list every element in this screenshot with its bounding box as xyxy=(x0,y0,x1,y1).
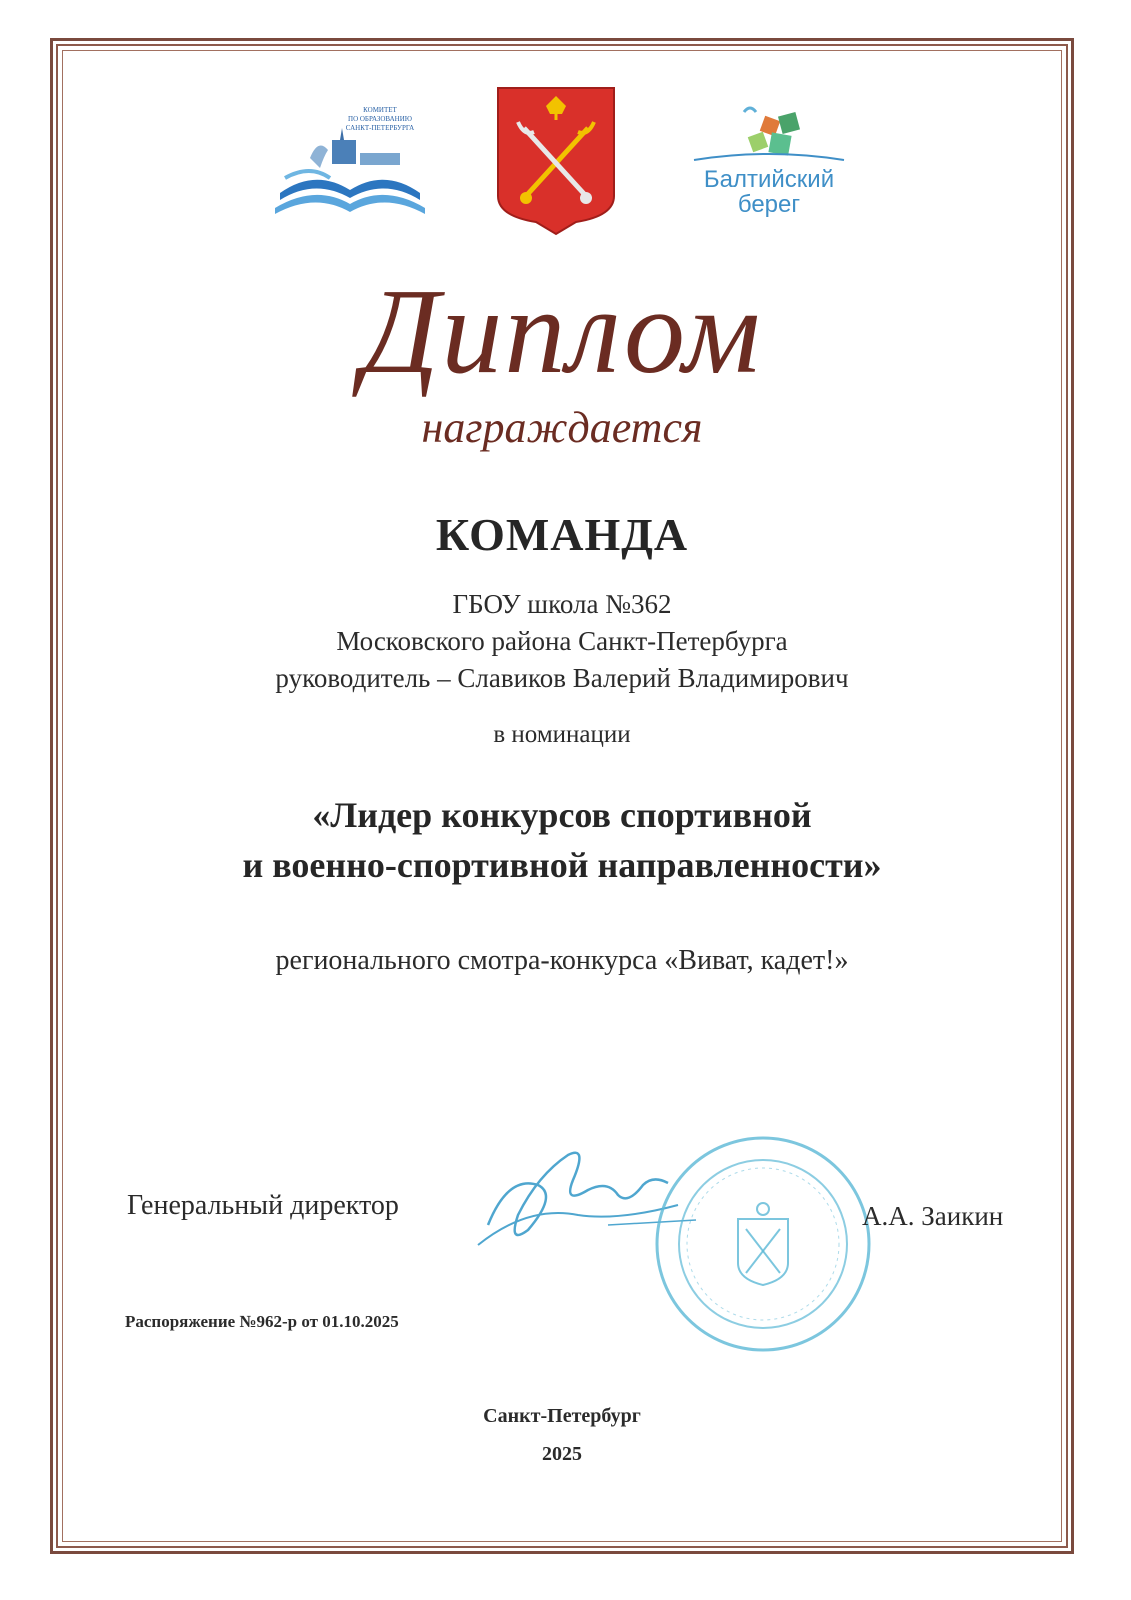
official-stamp xyxy=(652,1133,874,1355)
director-position: Генеральный директор xyxy=(127,1190,399,1221)
nomination-line-2: и военно-спортивной направленности» xyxy=(242,845,882,885)
footer-city: Санкт-Петербург xyxy=(483,1405,641,1427)
nomination-line-1: «Лидер конкурсов спортивной xyxy=(312,795,812,835)
svg-text:КОМИТЕТ: КОМИТЕТ xyxy=(363,106,397,114)
spb-coat-of-arms-icon xyxy=(496,86,616,236)
diploma-title: Диплом xyxy=(361,264,763,399)
round-stamp-icon xyxy=(652,1133,874,1355)
recipient-heading: КОМАНДА xyxy=(435,509,689,560)
org-line-3: руководитель – Славиков Валерий Владимирович xyxy=(275,663,849,693)
committee-logo xyxy=(270,98,430,223)
order-reference: Распоряжение №962-р от 01.10.2025 xyxy=(125,1312,399,1331)
awarded-text: награждается xyxy=(421,403,703,452)
committee-logo-icon xyxy=(270,98,430,223)
baltic-shore-logo xyxy=(684,100,854,220)
baltic-shore-line1: Балтийский xyxy=(703,166,835,193)
org-line-2: Московского района Санкт-Петербурга xyxy=(336,626,788,656)
footer-year: 2025 xyxy=(542,1443,582,1465)
baltic-shore-line2: берег xyxy=(737,191,801,218)
coat-of-arms xyxy=(496,86,616,236)
nomination-intro: в номинации xyxy=(493,721,631,748)
contest-name: регионального смотра-конкурса «Виват, кадет!» xyxy=(275,945,849,976)
nomination-title xyxy=(62,790,1062,890)
baltic-shore-logo-icon xyxy=(684,100,854,220)
director-name: А.А. Заикин xyxy=(862,1201,1004,1231)
org-line-1: ГБОУ школа №362 xyxy=(452,589,672,619)
svg-text:САНКТ-ПЕТЕРБУРГА: САНКТ-ПЕТЕРБУРГА xyxy=(345,124,415,132)
organization-block xyxy=(62,586,1062,697)
svg-text:ПО ОБРАЗОВАНИЮ: ПО ОБРАЗОВАНИЮ xyxy=(348,115,412,123)
